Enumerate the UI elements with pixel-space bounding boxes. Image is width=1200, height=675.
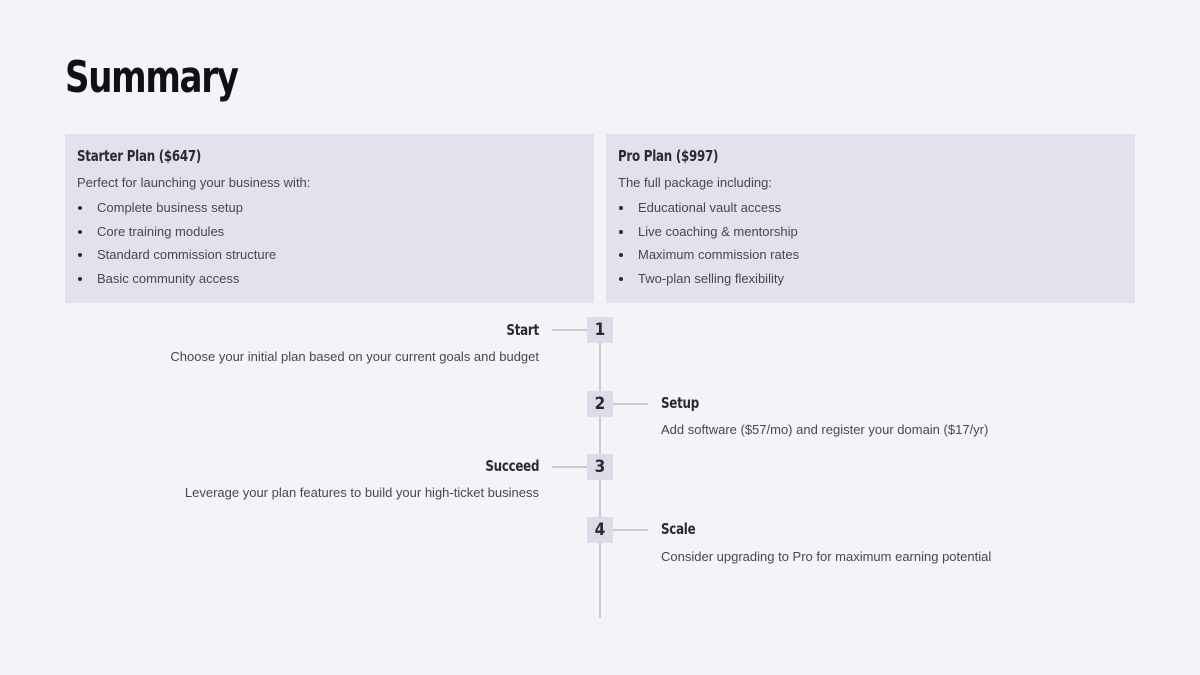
bullet-icon <box>619 206 623 210</box>
step-title-start: Start <box>506 321 539 339</box>
list-item <box>618 224 1123 240</box>
step-number-badge: 3 <box>587 454 613 480</box>
list-item <box>618 200 1123 216</box>
step-description-scale: Consider upgrading to Pro for maximum earning potential <box>661 549 992 564</box>
bullet-icon <box>619 253 623 257</box>
list-item <box>77 271 582 287</box>
timeline-axis <box>599 343 601 618</box>
pro-plan-title: Pro Plan ($997) <box>618 147 719 165</box>
bullet-icon <box>619 277 623 281</box>
step-description-succeed: Leverage your plan features to build your high-ticket business <box>184 485 539 500</box>
bullet-icon <box>78 277 82 281</box>
bullet-icon <box>78 230 82 234</box>
bullet-icon <box>619 230 623 234</box>
step-title-setup: Setup <box>661 394 699 412</box>
starter-plan-intro: Perfect for launching your business with: <box>77 175 311 190</box>
starter-plan-card <box>65 134 594 303</box>
list-item <box>618 271 1123 287</box>
list-item <box>77 224 582 240</box>
pro-plan-feature-list <box>618 200 1123 287</box>
feature-text: Educational vault access <box>638 200 782 215</box>
step-connector <box>552 466 587 468</box>
list-item <box>77 247 582 263</box>
feature-text: Complete business setup <box>97 200 243 215</box>
bullet-icon <box>78 253 82 257</box>
feature-text: Maximum commission rates <box>638 247 800 263</box>
page-title: Summary <box>65 52 238 103</box>
step-connector <box>613 529 648 531</box>
feature-text: Standard commission structure <box>97 247 277 263</box>
list-item <box>77 200 582 216</box>
step-description-start: Choose your initial plan based on your current goals and budget <box>170 349 539 364</box>
pro-plan-intro: The full package including: <box>618 175 772 190</box>
step-number-badge: 2 <box>587 391 613 417</box>
step-connector <box>552 329 587 331</box>
step-title-succeed: Succeed <box>485 457 539 475</box>
step-description-setup: Add software ($57/mo) and register your domain ($17/yr) <box>661 422 989 437</box>
feature-text: Core training modules <box>97 223 225 239</box>
feature-text: Live coaching & mentorship <box>638 223 798 239</box>
pro-plan-card <box>606 134 1135 303</box>
starter-plan-title: Starter Plan ($647) <box>77 147 202 165</box>
step-connector <box>613 403 648 405</box>
step-title-scale: Scale <box>661 520 696 538</box>
feature-text: Two-plan selling flexibility <box>638 271 784 287</box>
step-number-badge: 4 <box>587 517 613 543</box>
starter-plan-feature-list <box>77 200 582 287</box>
bullet-icon <box>78 206 82 210</box>
list-item <box>618 247 1123 263</box>
feature-text: Basic community access <box>97 271 240 287</box>
step-number-badge: 1 <box>587 317 613 343</box>
